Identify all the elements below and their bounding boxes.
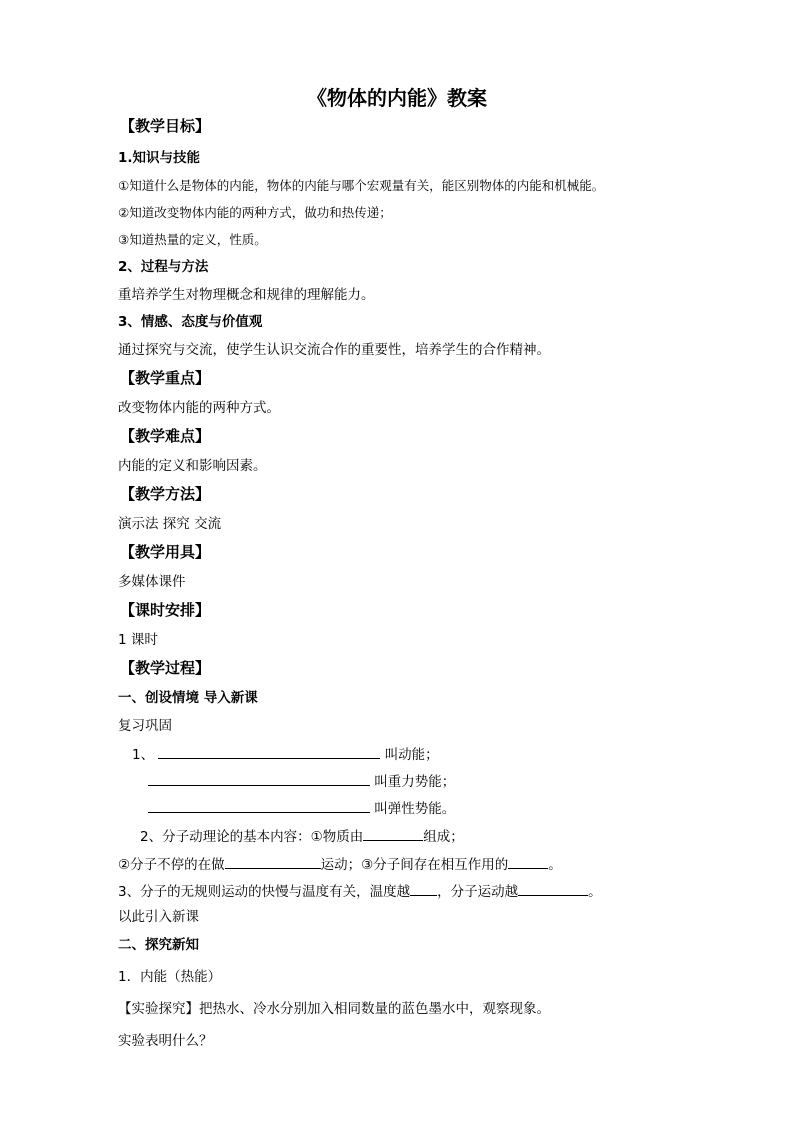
process-heading: 2、过程与方法 — [118, 259, 209, 275]
difficulty-text: 内能的定义和影响因素。 — [118, 458, 267, 474]
document-title: 《物体的内能》教案 — [307, 86, 487, 110]
key-heading: 【教学重点】 — [120, 369, 211, 387]
method-heading: 【教学方法】 — [120, 485, 211, 503]
question-2-prefix: 2、分子动理论的基本内容：①物质由 — [140, 829, 364, 845]
question-2a — [140, 827, 464, 845]
schedule-text: 1 课时 — [118, 632, 158, 648]
question-2b-prefix: ②分子不停的在做 — [118, 857, 225, 873]
question-2b-end: 。 — [548, 857, 562, 873]
question-1c — [148, 799, 455, 817]
fill-blank — [148, 772, 370, 786]
section1-heading: 一、创设情境 导入新课 — [118, 690, 258, 706]
question-1b — [148, 772, 455, 790]
knowledge-item-1: ①知道什么是物体的内能，物体的内能与哪个宏观量有关，能区别物体的内能和机械能。 — [118, 178, 605, 193]
knowledge-item-3: ③知道热量的定义，性质。 — [118, 232, 267, 247]
review-label: 复习巩固 — [118, 718, 172, 734]
question-3-prefix: 3、分子的无规则运动的快慢与温度有关，温度越 — [118, 884, 411, 900]
question-1a — [132, 745, 439, 763]
fill-blank — [410, 882, 437, 896]
item1-heading: 1．内能（热能） — [118, 969, 222, 985]
difficulty-heading: 【教学难点】 — [120, 427, 211, 445]
question-2-suffix: 组成； — [423, 829, 464, 845]
question-3 — [118, 882, 602, 900]
fill-blank — [225, 855, 321, 869]
question-2b — [118, 855, 562, 873]
question-1b-text: 叫重力势能； — [374, 774, 456, 790]
procedure-heading: 【教学过程】 — [120, 659, 211, 677]
question-1c-text: 叫弹性势能。 — [374, 801, 456, 817]
knowledge-heading: 1.知识与技能 — [118, 150, 201, 166]
question-1-prefix: 1、 — [132, 747, 155, 763]
knowledge-item-2: ②知道改变物体内能的两种方式，做功和热传递； — [118, 205, 392, 220]
emotion-heading: 3、情感、态度与价值观 — [118, 314, 263, 330]
question-2b-mid: 运动；③分子间存在相互作用的 — [320, 857, 509, 873]
tools-text: 多媒体课件 — [118, 574, 186, 590]
fill-blank — [148, 799, 370, 813]
objectives-heading: 【教学目标】 — [120, 117, 211, 135]
fill-blank — [158, 745, 380, 759]
section2-heading: 二、探究新知 — [118, 937, 199, 953]
key-text: 改变物体内能的两种方式。 — [118, 400, 280, 416]
experiment-text: 【实验探究】把热水、冷水分别加入相同数量的蓝色墨水中，观察现象。 — [118, 1001, 550, 1017]
intro-text: 以此引入新课 — [118, 909, 199, 925]
tools-heading: 【教学用具】 — [120, 543, 211, 561]
question-1a-text: 叫动能； — [384, 747, 439, 763]
question-3-mid: ，分子运动越 — [437, 884, 519, 900]
fill-blank — [518, 882, 588, 896]
question-text: 实验表明什么？ — [118, 1033, 213, 1049]
fill-blank — [508, 855, 548, 869]
question-3-end: 。 — [588, 884, 602, 900]
process-text: 重培养学生对物理概念和规律的理解能力。 — [118, 287, 375, 303]
emotion-text: 通过探究与交流，使学生认识交流合作的重要性，培养学生的合作精神。 — [118, 342, 550, 358]
fill-blank — [363, 827, 423, 841]
method-text: 演示法 探究 交流 — [118, 516, 222, 532]
schedule-heading: 【课时安排】 — [120, 601, 211, 619]
